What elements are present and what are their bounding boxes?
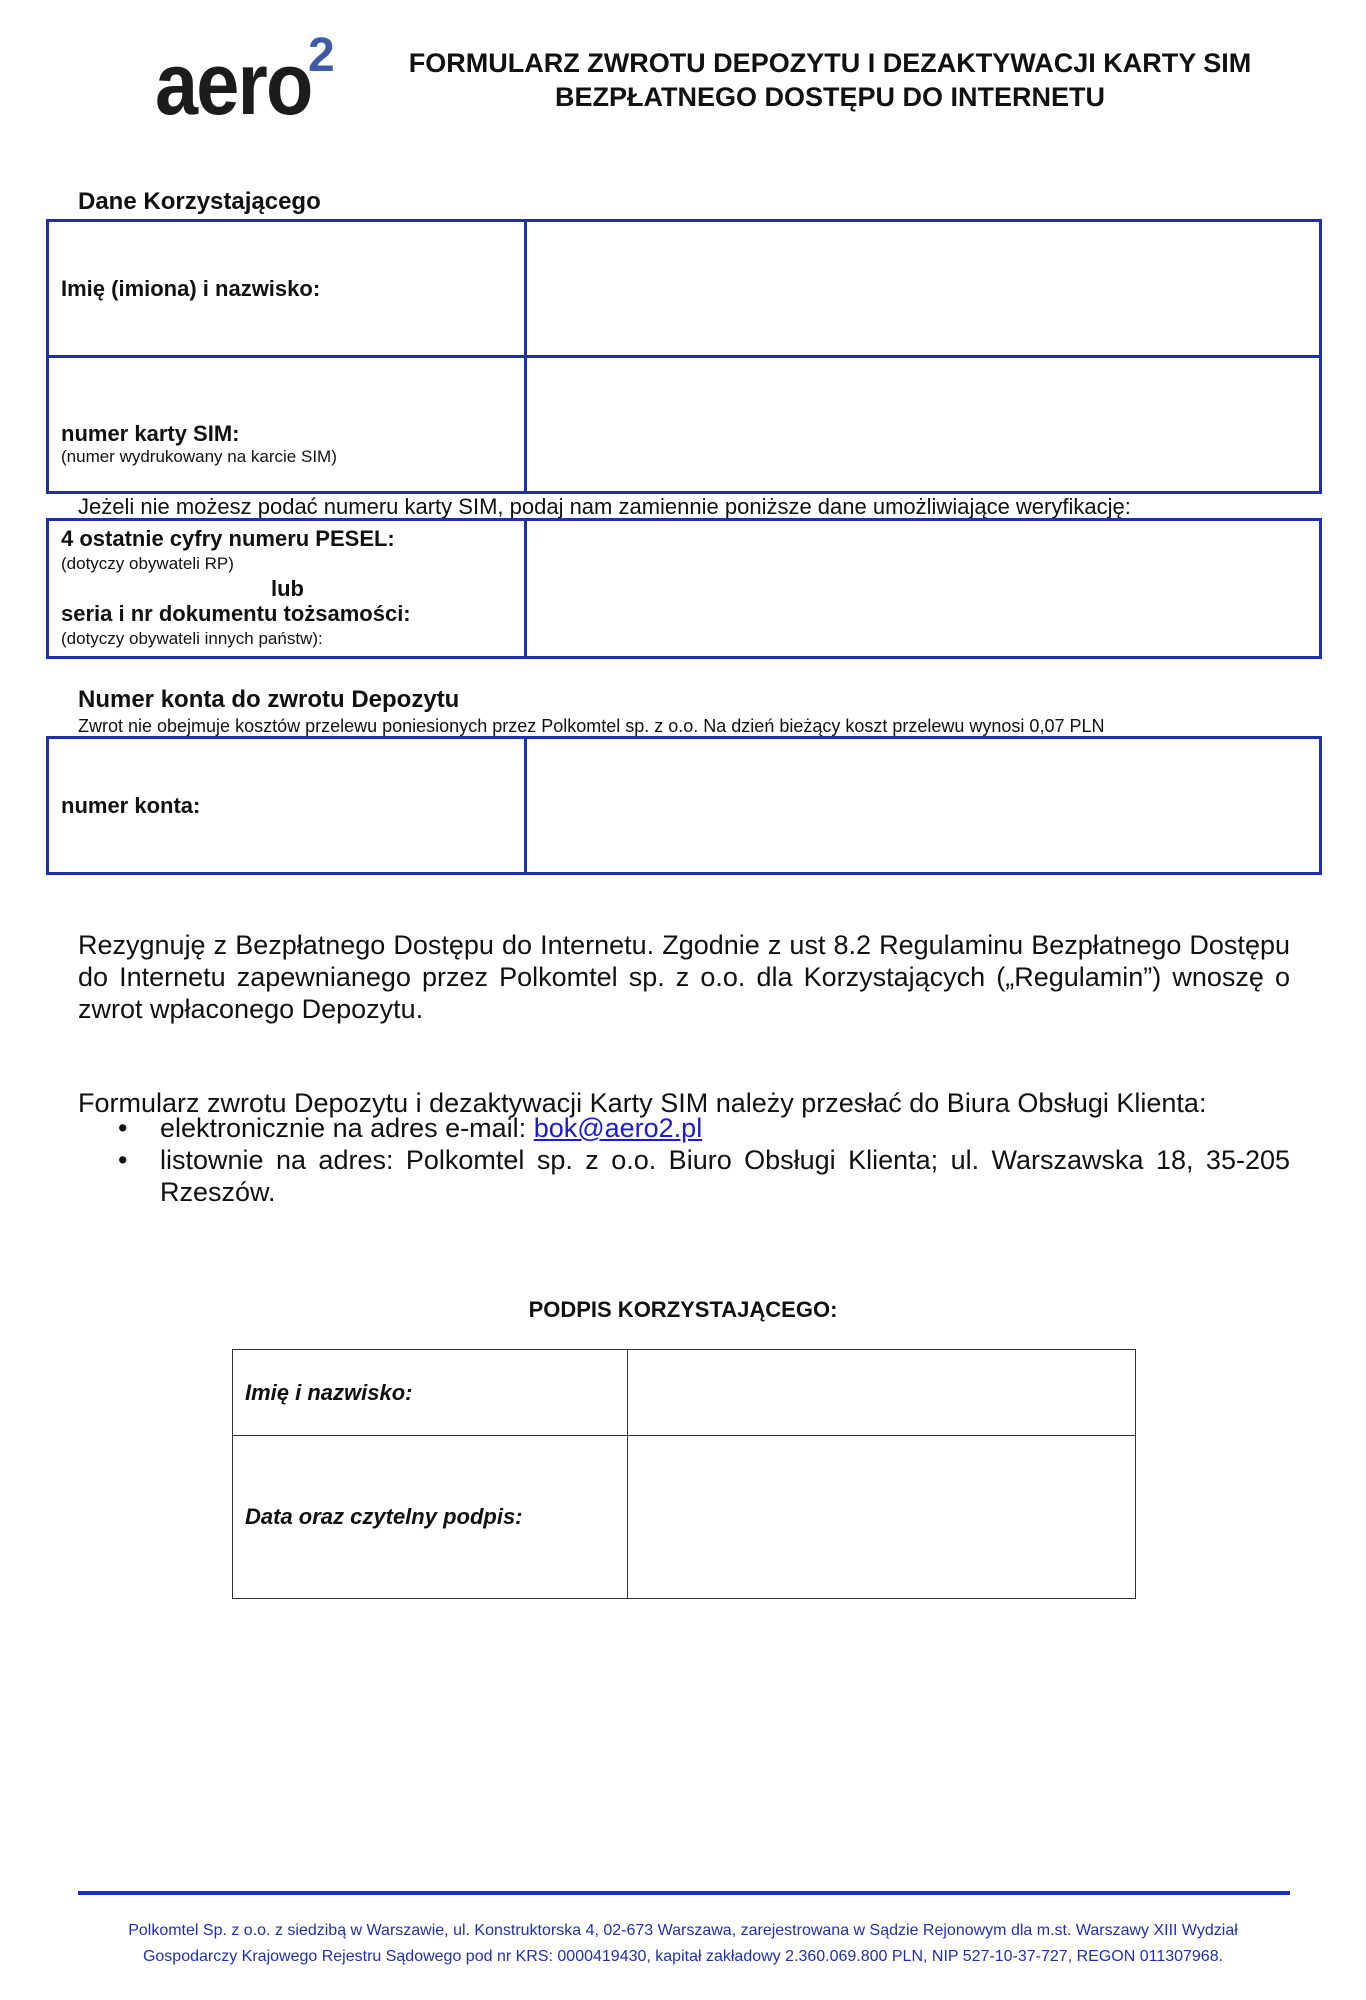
signature-table xyxy=(232,1349,1136,1599)
alt-verification-table xyxy=(46,518,1322,659)
alt-verification-label-cell xyxy=(48,520,526,658)
send-method-post xyxy=(78,1144,1290,1208)
footer-line-1: Polkomtel Sp. z o.o. z siedzibą w Warszawie, ul. Konstruktorska 4, 02-673 Warszawa, zarejestrowana w Sądzie Rejonowym dla m.st. Warszawy XIII Wydział xyxy=(128,1922,1238,1939)
account-input-field[interactable] xyxy=(526,738,1321,874)
document-label: seria i nr dokumentu tożsamości: xyxy=(61,601,411,626)
footer-line-2: Gospodarczy Krajowego Rejestru Sądowego pod nr KRS: 0000419430, kapitał zakładowy 2.360.069.800 PLN, NIP 527-10-37-727, REGON 011307968. xyxy=(142,1948,1224,1965)
document-title xyxy=(380,46,1280,114)
alt-verification-intro: Jeżeli nie możesz podać numeru karty SIM, podaj nam zamiennie poniższe dane umożliwiające weryfikację: xyxy=(78,494,1131,519)
declaration-paragraph: Rezygnuję z Bezpłatnego Dostępu do Internetu. Zgodnie z ust 8.2 Regulaminu Bezpłatnego Dostępu do Internetu zapewnianego przez Polkomtel sp. z o.o. dla Korzystających („Regulamin”) wnoszę o zwrot wpłaconego Depozytu. xyxy=(78,930,1290,1024)
send-method-email xyxy=(78,1112,1290,1144)
alt-verification-input-field[interactable] xyxy=(526,520,1321,658)
email-method-text: elektronicznie na adres e-mail: xyxy=(160,1113,534,1143)
signature-heading: PODPIS KORZYSTAJĄCEGO: xyxy=(528,1297,838,1322)
account-label-cell xyxy=(48,738,526,874)
name-input-field[interactable] xyxy=(526,221,1321,357)
sim-sublabel: (numer wydrukowany na karcie SIM) xyxy=(61,446,337,466)
account-note: Zwrot nie obejmuje kosztów przelewu poniesionych przez Polkomtel sp. z o.o. Na dzień bieżący koszt przelewu wynosi 0,07 PLN xyxy=(78,716,1105,736)
footer-text xyxy=(60,1918,1306,1970)
sim-label: numer karty SIM: xyxy=(61,420,240,446)
sim-label-cell xyxy=(48,357,526,493)
aero2-logo xyxy=(155,29,335,140)
bullet-icon: • xyxy=(118,1113,128,1143)
or-label: lub xyxy=(271,576,304,601)
email-link[interactable]: bok@aero2.pl xyxy=(533,1113,703,1143)
document-sublabel: (dotyczy obywateli innych państw): xyxy=(61,629,323,648)
account-label: numer konta: xyxy=(61,792,201,818)
signature-date-row xyxy=(233,1436,1136,1599)
account-section-heading: Numer konta do zwrotu Depozytu xyxy=(78,686,460,713)
account-row xyxy=(48,738,1321,874)
title-line-2: BEZPŁATNEGO DOSTĘPU DO INTERNETU xyxy=(554,82,1106,112)
send-info-intro: Formularz zwrotu Depozytu i dezaktywacji Karty SIM należy przesłać do Biura Obsługi Klienta: xyxy=(78,1088,1207,1118)
sim-input-field[interactable] xyxy=(526,357,1321,493)
send-methods-list xyxy=(78,1112,1290,1208)
account-table xyxy=(46,736,1322,875)
title-line-1: FORMULARZ ZWROTU DEPOZYTU I DEZAKTYWACJI KARTY SIM xyxy=(408,48,1252,78)
user-data-table xyxy=(46,219,1322,494)
sim-row xyxy=(48,357,1321,493)
name-row xyxy=(48,221,1321,357)
signature-name-field[interactable] xyxy=(628,1350,1136,1436)
name-label: Imię (imiona) i nazwisko: xyxy=(61,275,321,301)
alt-verification-row xyxy=(48,520,1321,658)
logo-superscript: 2 xyxy=(308,29,335,82)
post-method-text: listownie na adres: Polkomtel sp. z o.o. Biuro Obsługi Klienta; ul. Warszawska 18, 35-205 Rzeszów. xyxy=(160,1145,1290,1207)
signature-date-label: Data oraz czytelny podpis: xyxy=(233,1436,628,1599)
pesel-sublabel: (dotyczy obywateli RP) xyxy=(61,554,234,573)
signature-date-field[interactable] xyxy=(628,1436,1136,1599)
footer-divider xyxy=(78,1891,1290,1895)
user-section-heading: Dane Korzystającego xyxy=(78,188,321,215)
signature-name-row xyxy=(233,1350,1136,1436)
signature-name-label: Imię i nazwisko: xyxy=(233,1350,628,1436)
bullet-icon: • xyxy=(118,1145,128,1175)
logo-text: aero xyxy=(155,34,312,133)
pesel-label: 4 ostatnie cyfry numeru PESEL: xyxy=(61,526,395,551)
name-label-cell xyxy=(48,221,526,357)
